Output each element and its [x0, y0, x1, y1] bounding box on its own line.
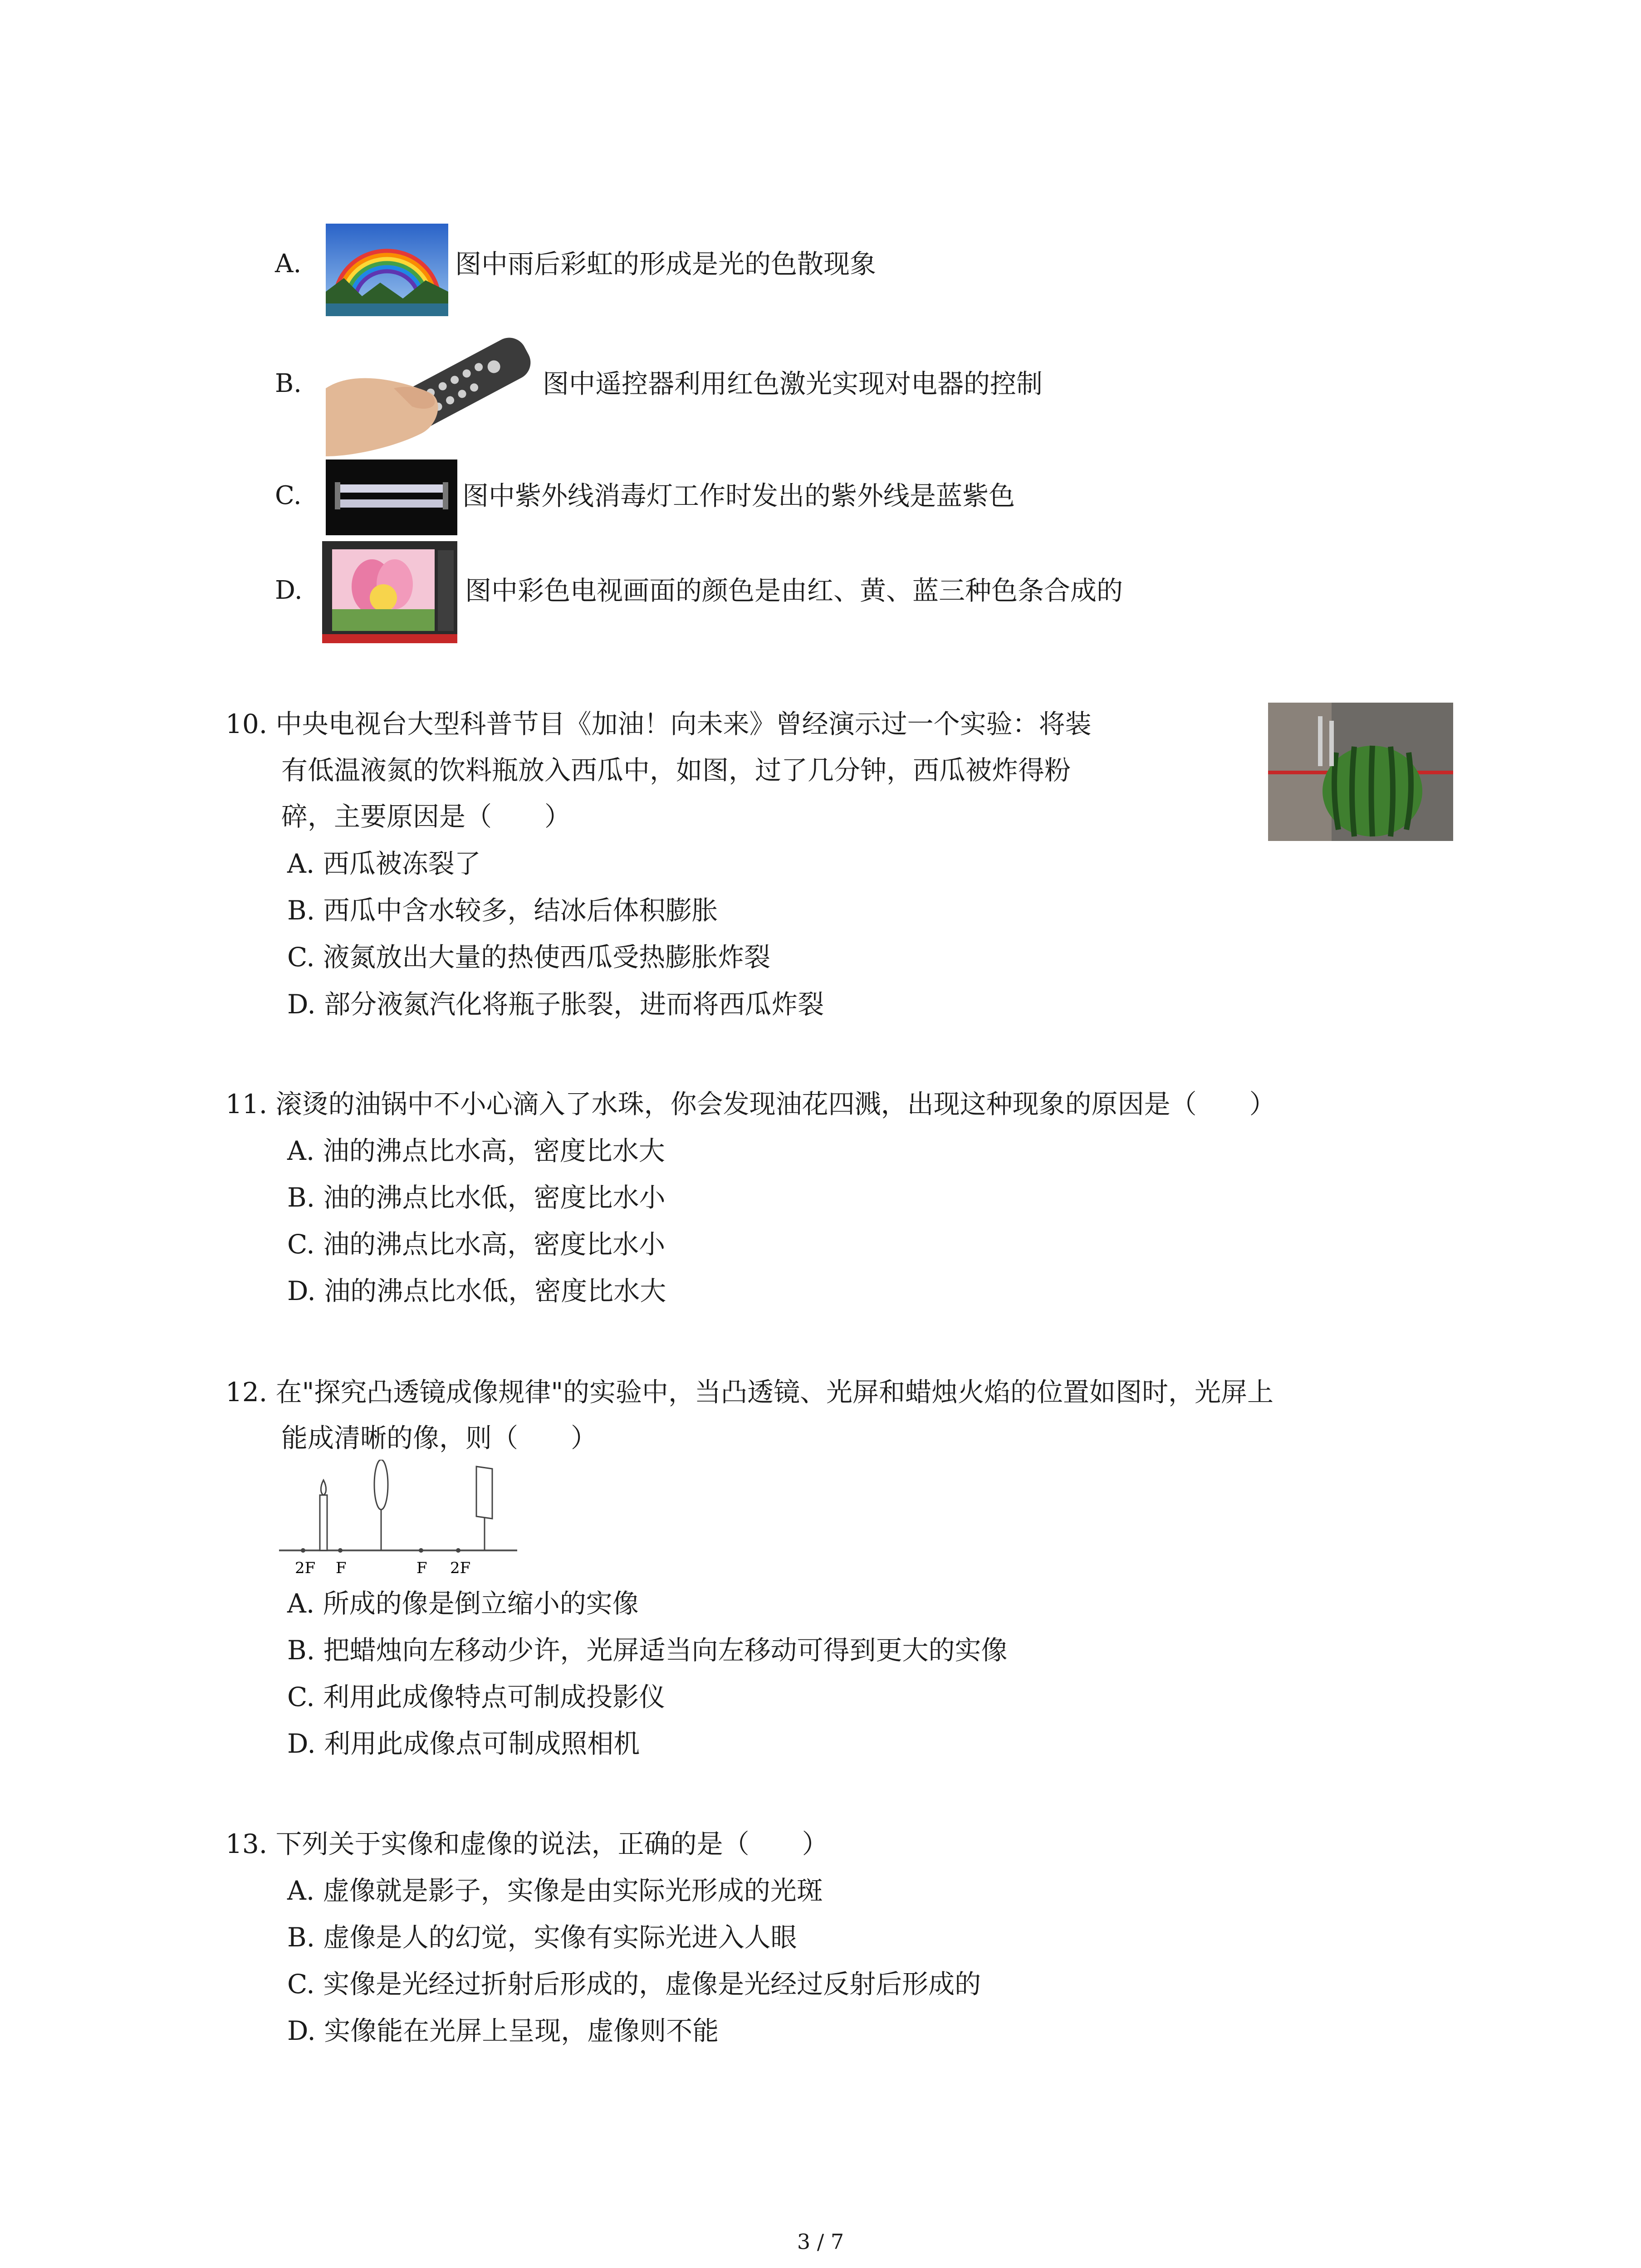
option-text: B. 虚像是人的幻觉，实像有实际光进入人眼: [287, 1922, 797, 1953]
option-text: B. 西瓜中含水较多，结冰后体积膨胀: [287, 895, 718, 926]
option-text: C. 利用此成像特点可制成投影仪: [287, 1681, 666, 1712]
question-stem-line: 11. 滚烫的油锅中不小心滴入了水珠，你会发现油花四溅，出现这种现象的原因是（ ）: [225, 1089, 1276, 1119]
option-text: D. 油的沸点比水低，密度比水大: [287, 1276, 666, 1306]
question-stem-line: 10. 中央电视台大型科普节目《加油！向未来》曾经演示过一个实验：将装: [225, 709, 1092, 739]
convex-lens: [374, 1460, 388, 1510]
option-text: B. 把蜡烛向左移动少许，光屏适当向左移动可得到更大的实像: [287, 1635, 1008, 1666]
uv-lamp-image: [326, 459, 457, 535]
focal-point-marker: [301, 1548, 305, 1553]
option-text: 图中紫外线消毒灯工作时发出的紫外线是蓝紫色: [462, 480, 1015, 511]
diagram-label: F: [416, 1559, 427, 1577]
option-text: A. 所成的像是倒立缩小的实像: [287, 1588, 639, 1619]
question-stem-line: 碎，主要原因是（ ）: [281, 801, 571, 832]
option-text: A. 西瓜被冻裂了: [287, 848, 481, 879]
question-stem-line: 能成清晰的像，则（ ）: [281, 1422, 598, 1453]
color-tv-image: [322, 541, 457, 643]
remote-control-image: [326, 320, 537, 456]
option-text: D. 利用此成像点可制成照相机: [287, 1728, 640, 1759]
question-stem-line: 13. 下列关于实像和虚像的说法，正确的是（ ）: [225, 1828, 828, 1859]
option-text: D. 实像能在光屏上呈现，虚像则不能: [287, 2015, 719, 2046]
diagram-label: F: [336, 1559, 347, 1577]
option-letter: A.: [275, 249, 302, 279]
page-number: 3 / 7: [797, 2229, 844, 2254]
option-text: B. 油的沸点比水低，密度比水小: [287, 1182, 666, 1213]
diagram-label: 2F: [295, 1559, 316, 1577]
option-text: A. 油的沸点比水高，密度比水大: [287, 1135, 665, 1166]
focal-point-marker: [338, 1548, 343, 1553]
option-text: 图中遥控器利用红色激光实现对电器的控制: [543, 368, 1043, 399]
candle-flame: [321, 1480, 326, 1495]
option-text: A. 虚像就是影子，实像是由实际光形成的光斑: [287, 1875, 823, 1906]
focal-point-marker: [419, 1548, 423, 1553]
light-screen: [476, 1466, 492, 1519]
candle: [320, 1495, 327, 1550]
option-text: C. 实像是光经过折射后形成的，虚像是光经过反射后形成的: [287, 1969, 981, 1999]
option-letter: B.: [275, 369, 302, 398]
option-text: D. 部分液氮汽化将瓶子胀裂，进而将西瓜炸裂: [287, 989, 824, 1020]
focal-point-marker: [456, 1548, 460, 1553]
rainbow-image: [326, 224, 448, 316]
diagram-label: 2F: [450, 1559, 471, 1577]
question-stem-line: 12. 在"探究凸透镜成像规律"的实验中，当凸透镜、光屏和蜡烛火焰的位置如图时，光屏上: [225, 1377, 1274, 1408]
question-stem-line: 有低温液氮的饮料瓶放入西瓜中，如图，过了几分钟，西瓜被炸得粉: [281, 755, 1071, 786]
watermelon-image: [1268, 703, 1453, 841]
lens-diagram: [277, 1460, 522, 1582]
option-text: 图中彩色电视画面的颜色是由红、黄、蓝三种色条合成的: [465, 575, 1123, 606]
option-letter: D.: [275, 576, 303, 605]
option-text: 图中雨后彩虹的形成是光的色散现象: [455, 249, 877, 279]
option-text: C. 油的沸点比水高，密度比水小: [287, 1229, 666, 1260]
option-letter: C.: [275, 481, 302, 510]
option-text: C. 液氮放出大量的热使西瓜受热膨胀炸裂: [287, 942, 771, 973]
